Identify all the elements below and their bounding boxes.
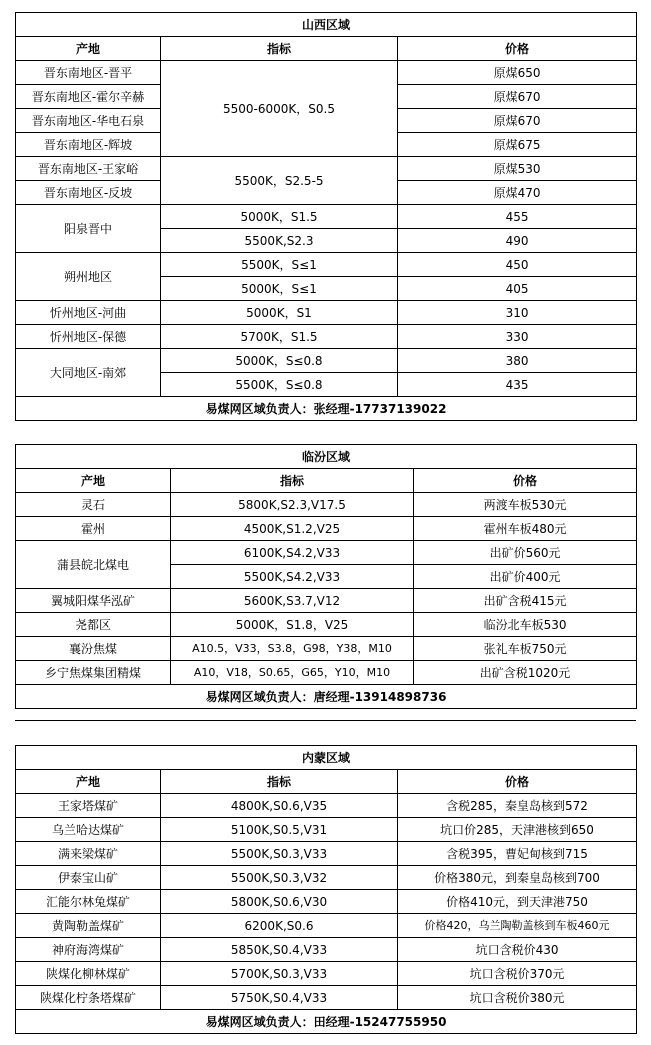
price-cell: 330: [398, 325, 637, 349]
price-cell: 两渡车板530元: [414, 493, 637, 517]
header-origin: 产地: [16, 469, 171, 493]
header-spec: 指标: [161, 37, 398, 61]
origin-cell: 霍州: [16, 517, 171, 541]
spec-cell: 5500-6000K，S0.5: [161, 61, 398, 157]
spec-cell: 5500K,S2.3: [161, 229, 398, 253]
table-row: [16, 938, 637, 962]
origin-cell: 乡宁焦煤集团精煤: [16, 661, 171, 685]
linfen-footer: 易煤网区域负责人：唐经理-13914898736: [16, 685, 637, 709]
table-row: [16, 842, 637, 866]
origin-cell: 襄汾焦煤: [16, 637, 171, 661]
origin-cell: 晋东南地区-辉坡: [16, 133, 161, 157]
header-origin: 产地: [16, 770, 161, 794]
price-cell: 455: [398, 205, 637, 229]
spec-cell: 5000K，S1: [161, 301, 398, 325]
origin-cell: 晋东南地区-华电石泉: [16, 109, 161, 133]
neimeng-title: 内蒙区域: [16, 746, 637, 770]
origin-cell: 陕煤化柳林煤矿: [16, 962, 161, 986]
spec-cell: 6100K,S4.2,V33: [171, 541, 414, 565]
table-row: [16, 866, 637, 890]
spec-cell: 5100K,S0.5,V31: [161, 818, 398, 842]
origin-cell: 满来梁煤矿: [16, 842, 161, 866]
origin-cell: 尧都区: [16, 613, 171, 637]
price-cell: 原煤675: [398, 133, 637, 157]
price-cell: 张礼车板750元: [414, 637, 637, 661]
origin-cell: 阳泉晋中: [16, 205, 161, 253]
spec-cell: 5000K，S1.8，V25: [171, 613, 414, 637]
price-cell: 出矿价560元: [414, 541, 637, 565]
origin-cell: 翼城阳煤华泓矿: [16, 589, 171, 613]
spec-cell: 4800K,S0.6,V35: [161, 794, 398, 818]
spec-cell: 5700K，S1.5: [161, 325, 398, 349]
spec-cell: 5750K,S0.4,V33: [161, 986, 398, 1010]
price-cell: 450: [398, 253, 637, 277]
price-cell: 原煤530: [398, 157, 637, 181]
origin-cell: 王家塔煤矿: [16, 794, 161, 818]
header-price: 价格: [398, 37, 637, 61]
header-price: 价格: [414, 469, 637, 493]
origin-cell: 乌兰哈达煤矿: [16, 818, 161, 842]
linfen-table: [15, 444, 637, 709]
table-row: [16, 517, 637, 541]
table-row: [16, 493, 637, 517]
origin-cell: 汇能尔林兔煤矿: [16, 890, 161, 914]
neimeng-footer: 易煤网区域负责人：田经理-15247755950: [16, 1010, 637, 1034]
price-cell: 价格420，乌兰陶勒盖核到车板460元: [398, 914, 637, 938]
price-cell: 临汾北车板530: [414, 613, 637, 637]
spec-cell: 5500K,S4.2,V33: [171, 565, 414, 589]
spec-cell: 4500K,S1.2,V25: [171, 517, 414, 541]
spec-cell: 6200K,S0.6: [161, 914, 398, 938]
section-divider: [15, 720, 636, 721]
origin-cell: 灵石: [16, 493, 171, 517]
price-cell: 380: [398, 349, 637, 373]
table-row: [16, 661, 637, 685]
header-spec: 指标: [161, 770, 398, 794]
spec-cell: 5500K，S2.5-5: [161, 157, 398, 205]
price-cell: 坑口价285，天津港核到650: [398, 818, 637, 842]
origin-cell: 晋东南地区-晋平: [16, 61, 161, 85]
spec-cell: 5800K,S2.3,V17.5: [171, 493, 414, 517]
table-row: [16, 253, 637, 277]
table-row: [16, 301, 637, 325]
shanxi-footer: 易煤网区域负责人：张经理-17737139022: [16, 397, 637, 421]
table-row: [16, 205, 637, 229]
linfen-title: 临汾区域: [16, 445, 637, 469]
origin-cell: 朔州地区: [16, 253, 161, 301]
spec-cell: 5500K，S≤0.8: [161, 373, 398, 397]
spec-cell: 5000K，S≤1: [161, 277, 398, 301]
price-cell: 490: [398, 229, 637, 253]
table-row: [16, 890, 637, 914]
price-cell: 405: [398, 277, 637, 301]
price-cell: 坑口含税价370元: [398, 962, 637, 986]
price-cell: 含税285，秦皇岛核到572: [398, 794, 637, 818]
spec-cell: 5000K，S≤0.8: [161, 349, 398, 373]
origin-cell: 陕煤化柠条塔煤矿: [16, 986, 161, 1010]
spec-cell: 5700K,S0.3,V33: [161, 962, 398, 986]
price-cell: 霍州车板480元: [414, 517, 637, 541]
table-row: [16, 541, 637, 565]
origin-cell: 伊泰宝山矿: [16, 866, 161, 890]
spec-cell: 5500K,S0.3,V32: [161, 866, 398, 890]
price-cell: 原煤670: [398, 109, 637, 133]
table-row: [16, 794, 637, 818]
origin-cell: 大同地区-南郊: [16, 349, 161, 397]
price-cell: 出矿含税1020元: [414, 661, 637, 685]
origin-cell: 忻州地区-河曲: [16, 301, 161, 325]
origin-cell: 忻州地区-保德: [16, 325, 161, 349]
header-origin: 产地: [16, 37, 161, 61]
price-cell: 含税395，曹妃甸核到715: [398, 842, 637, 866]
header-spec: 指标: [171, 469, 414, 493]
table-row: [16, 986, 637, 1010]
origin-cell: 黄陶勒盖煤矿: [16, 914, 161, 938]
table-row: [16, 589, 637, 613]
spec-cell: A10，V18，S0.65，G65，Y10，M10: [171, 661, 414, 685]
table-row: [16, 349, 637, 373]
price-cell: 出矿价400元: [414, 565, 637, 589]
price-cell: 原煤670: [398, 85, 637, 109]
spec-cell: 5500K,S0.3,V33: [161, 842, 398, 866]
table-row: [16, 157, 637, 181]
price-cell: 310: [398, 301, 637, 325]
spec-cell: 5500K，S≤1: [161, 253, 398, 277]
price-cell: 原煤650: [398, 61, 637, 85]
table-row: [16, 325, 637, 349]
price-cell: 原煤470: [398, 181, 637, 205]
table-row: [16, 818, 637, 842]
origin-cell: 晋东南地区-王家峪: [16, 157, 161, 181]
spec-cell: 5000K，S1.5: [161, 205, 398, 229]
shanxi-table: [15, 12, 637, 421]
table-row: [16, 637, 637, 661]
neimeng-table: [15, 745, 637, 1034]
price-cell: 坑口含税价380元: [398, 986, 637, 1010]
spec-cell: 5850K,S0.4,V33: [161, 938, 398, 962]
origin-cell: 神府海湾煤矿: [16, 938, 161, 962]
table-row: [16, 962, 637, 986]
price-cell: 价格380元，到秦皇岛核到700: [398, 866, 637, 890]
shanxi-title: 山西区域: [16, 13, 637, 37]
price-cell: 435: [398, 373, 637, 397]
spec-cell: 5600K,S3.7,V12: [171, 589, 414, 613]
spec-cell: A10.5，V33，S3.8，G98，Y38，M10: [171, 637, 414, 661]
table-row: [16, 61, 637, 85]
header-price: 价格: [398, 770, 637, 794]
table-row: [16, 914, 637, 938]
origin-cell: 蒲县皖北煤电: [16, 541, 171, 589]
price-cell: 出矿含税415元: [414, 589, 637, 613]
price-cell: 坑口含税价430: [398, 938, 637, 962]
table-row: [16, 613, 637, 637]
spec-cell: 5800K,S0.6,V30: [161, 890, 398, 914]
price-cell: 价格410元，到天津港750: [398, 890, 637, 914]
origin-cell: 晋东南地区-反坡: [16, 181, 161, 205]
origin-cell: 晋东南地区-霍尔辛赫: [16, 85, 161, 109]
